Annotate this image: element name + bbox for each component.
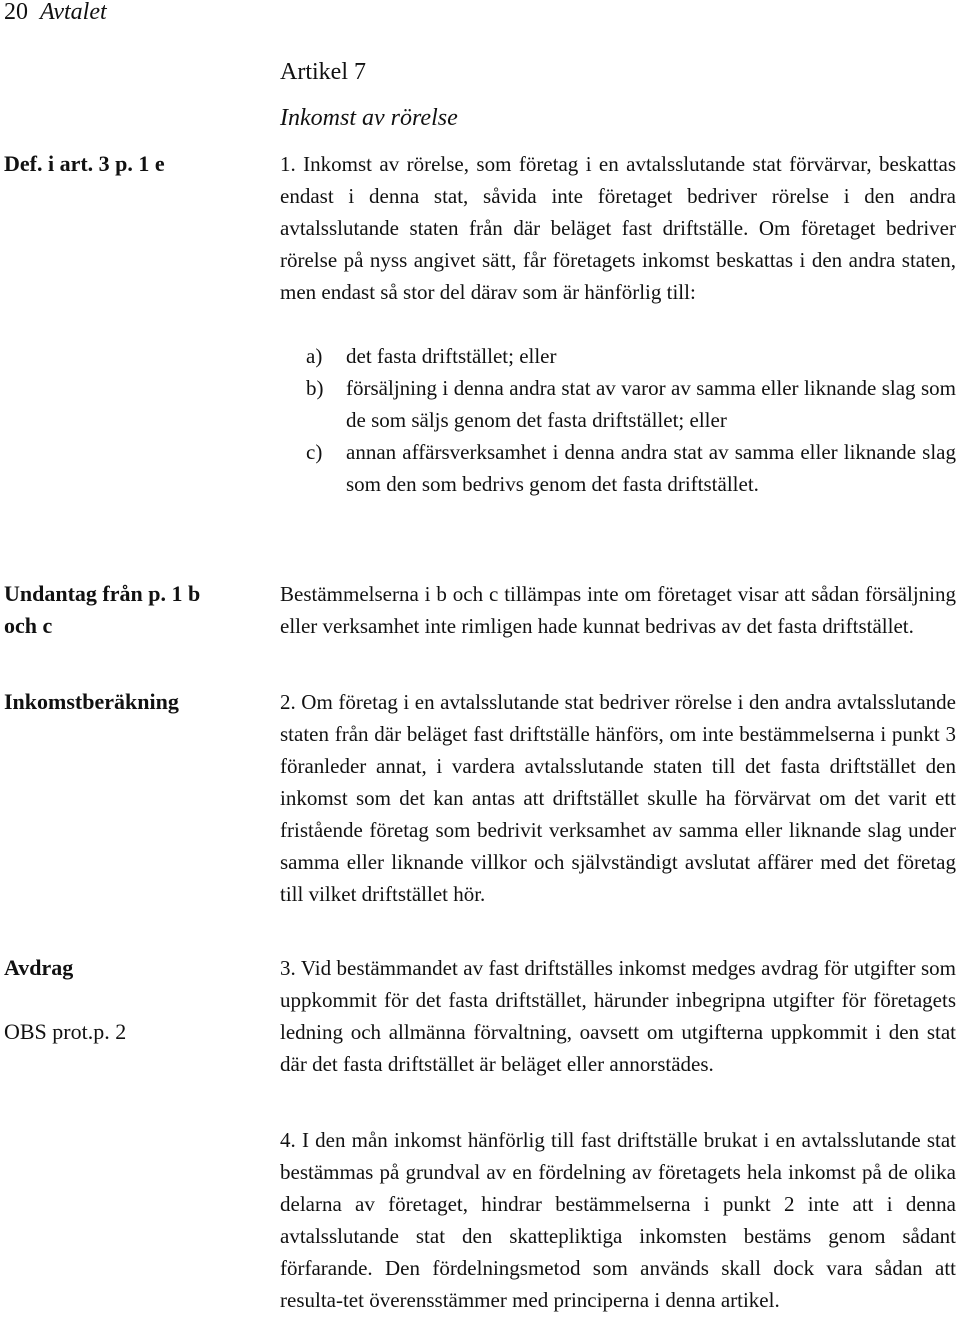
margin-note-income-calculation: Inkomstberäkning (4, 689, 179, 714)
list-item-label: c) (306, 440, 323, 464)
list-item-label: a) (306, 344, 323, 368)
list-item-label: b) (306, 376, 324, 400)
list-item (306, 372, 956, 436)
margin-note-protocol: OBS prot.p. 2 (4, 1019, 127, 1044)
list-item (306, 436, 956, 500)
list-item-text: försäljning i denna andra stat av varor av samma eller liknande slag som de som säljs genom det fasta driftstället; eller (346, 376, 956, 432)
list-item (306, 340, 956, 372)
running-header (4, 0, 107, 24)
running-title: Avtalet (40, 0, 107, 25)
margin-note-definition: Def. i art. 3 p. 1 e (4, 151, 165, 176)
paragraph-2: 2. Om företag i en avtalsslutande stat bedriver rörelse i den andra avtalsslutande staten från där beläget fast driftställe hänförs, om inte bestämmelserna i punkt 3 föranleder annat, i vardera avtalsslutande staten till det fasta driftstället den inkomst som det kan antas att driftstället skulle ha förvärvat om det varit ett fristående företag som bedrivit verksamhet av samma eller liknande slag under samma eller liknande villkor och självständigt avslutat affärer med det företag till vilket driftstället hör. (280, 690, 956, 906)
paragraph-1: 1. Inkomst av rörelse, som företag i en avtalsslutande stat förvärvar, beskattas endast i denna stat, såvida inte företaget bedriver rörelse i den andra avtalsslutande staten från där beläget fast driftställe. Om företaget bedriver rörelse på nyss angivet sätt, får företagets inkomst beskattas i den andra staten, men endast så stor del därav som är hänförlig till: (280, 152, 956, 304)
list-item-text: annan affärsverksamhet i denna andra stat av samma eller liknande slag som den som bedrivs genom det fasta driftstället. (346, 440, 956, 496)
margin-note-exception: Undantag från p. 1 b och c (4, 581, 201, 638)
list-item-text: det fasta driftstället; eller (346, 344, 557, 368)
article-title: Artikel 7 (280, 59, 366, 85)
paragraph-3: 3. Vid bestämmandet av fast driftställes inkomst medges avdrag för utgifter som uppkommit för det fasta driftstället, härunder inbegripna utgifter för företagets ledning och allmänna förvaltning, oavsett om utgifterna uppkommit i den stat där det fasta driftstället är beläget eller annorstädes. (280, 956, 956, 1076)
page-number: 20 (4, 0, 28, 25)
paragraph-4: 4. I den mån inkomst hänförlig till fast driftställe brukat i en avtalsslutande stat bestämmas på grundval av en fördelning av företagets hela inkomst på de olika delarna av företaget, hindrar bestämmelserna i punkt 2 inte att i denna avtalsslutande stat den skattepliktiga inkomsten bestäms genom sådant förfarande. Den fördelningsmetod som används skall dock vara sådan att resulta-tet överensstämmer med principerna i denna artikel. (280, 1128, 956, 1312)
margin-note-deduction: Avdrag (4, 955, 74, 980)
paragraph-1-exception: Bestämmelserna i b och c tillämpas inte om företaget visar att sådan försäljning eller verksamhet inte rimligen hade kunnat bedrivas av det fasta driftstället. (280, 582, 956, 638)
article-subtitle: Inkomst av rörelse (280, 105, 458, 131)
income-list (306, 340, 956, 500)
